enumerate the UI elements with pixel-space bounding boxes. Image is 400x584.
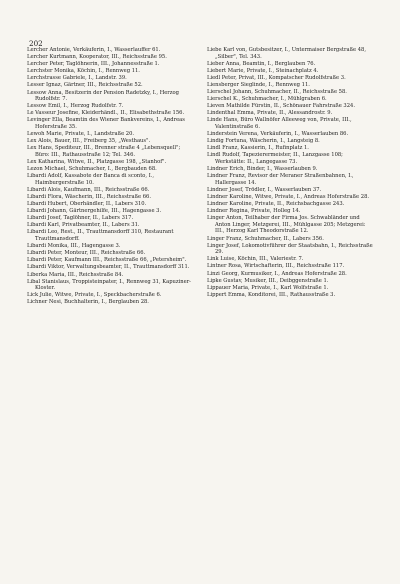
directory-entry: Lindenthal Emma, Private, II., Alessandrostr. 9. — [207, 110, 333, 117]
directory-entry: Lindl Franz, Kassierin, I., Rufinplatz 1. — [207, 145, 309, 152]
directory-entry: Lesser Ignaz, Gärtner, III., Reichsstraße 52. — [27, 82, 143, 89]
directory-entry: Lindner Regina, Private, Holleg 14. — [207, 208, 301, 215]
right-column — [207, 47, 373, 299]
directory-entry: Lipke Gustav, Musiker, III., Deibggenstraße 1. — [207, 277, 329, 284]
directory-entry: Linger Franz, Schuhmacher, II., Labers 356. — [207, 235, 324, 242]
directory-entry: Lindner Erich, Binder, I., Wasserlauben 9. — [207, 166, 318, 173]
directory-entry: Libardi Josef, Taglöhner, II., Labers 317. — [27, 215, 134, 222]
directory-entry: Lindner Karoline, Private, II., Reichsbachgasse 243. — [207, 201, 345, 208]
directory-entry: Lercher Antonie, Verkäuferin, I., Wasserlauffer 61. — [27, 47, 161, 53]
directory-entry: Le Vasseur Josefine, Kleiderhändl., II., Elisabethstraße 156. — [27, 110, 185, 117]
directory-entry: Lierschel K., Schuhmacher, I., Mühlgraben 6. — [207, 96, 327, 103]
page-number: 202 — [29, 39, 43, 48]
directory-entry: Liebert Marie, Private, I., Steinachplatz 4. — [207, 67, 319, 74]
directory-entry: Libardi Peter, Monteur, III., Reichsstraße 66. — [27, 250, 146, 257]
directory-entry: Libardi Peter, Kaufmann III., Reichsstraße 66, „Petersheim". — [27, 257, 187, 264]
directory-entry: Libardi Flora, Wäscherin, III., Reichsstraße 66. — [27, 193, 151, 200]
directory-entry: Lex Alois, Bauer, III., Freiberg 35, „Westhaus". — [27, 138, 151, 145]
directory-entry: Libardi Hubert, Oberhändler, II., Labers 310. — [27, 201, 147, 208]
directory-entry: Linzi Georg, Kurmusiker, I., Andreas Hoferstraße 28. — [207, 270, 347, 277]
directory-entry: Lindner Josef, Trödler, I., Wasserlauben 37. — [207, 186, 322, 193]
directory-entry: Lindner Karoline, Witwe, Private, I., Andreas Hoferstraße 28. — [207, 193, 370, 200]
directory-entry: Libardi Leo, Rest., II., Trauttmansdorff 310, Restaurant Trauttmansdorff. — [27, 229, 174, 243]
directory-entry: Lerchstrasse Gabriele, I., Landstr. 39. — [27, 75, 127, 82]
directory-entry: Lick Julie, Witwe, Private, I., Speckbacherstraße 6. — [27, 292, 162, 299]
directory-entry: Libal Stanislaus, Troppisteinpater, I., Rennweg 31, Kapuziner-Kloster. — [27, 278, 191, 292]
directory-entry: Libardi Viktor, Verwaltungsbeamter, II., Trauttmansdorff 311. — [27, 264, 190, 271]
directory-entry: Libardi Johann, Gärtnergehilfe, III., Hagengasse 3. — [27, 208, 162, 215]
directory-entry: Liebe Karl von, Gutsbesitzer, I., Untermaiser Bergstraße 48, „Silber", Tel. 343. — [207, 47, 367, 60]
directory-entry: Lex Katharina, Witwe, II., Platzgasse 198, „Stanhof". — [27, 159, 167, 165]
directory-entry: Lerchster Monika, Köchin, I., Rennweg 11. — [27, 68, 140, 75]
directory-entry: Linger Josef, Lokomotivführer der Staatsbahn, I., Reichsstraße 29. — [207, 242, 373, 256]
directory-entry: Libardi Monika, III., Hagengasse 3. — [27, 243, 121, 250]
directory-entry: Libardi Alois, Kaufmann, III., Reichsstraße 66. — [27, 186, 150, 193]
directory-entry: Lintner Rosa, Wirtschafterin, III., Reichsstraße 117. — [207, 263, 345, 270]
directory-entry: Lindl Rudolf, Tapezierermeister, II., Lanzgasse 108; Werkstätte: II., Langegasse 73. — [207, 152, 343, 165]
directory-entry: Liberka Maria, III., Reichsstraße 84. — [27, 271, 124, 278]
directory-entry: Lichner Nesi, Buchhalterin, I., Berglauben 28. — [27, 299, 149, 306]
directory-entry: Lieber Anna, Beamtin, I., Berglauben 76. — [207, 60, 316, 67]
directory-entry: Lieven Mathilde Fürstin, II., Schönauer Fahrstraße 324. — [207, 103, 355, 110]
directory-entry: Liedl Peter, Privat, III., Kompatscher Rudolfstraße 3. — [207, 74, 346, 81]
directory-entry: Liensberger Sieglinde, I., Rennweg 11. — [207, 81, 310, 88]
directory-entry: Lex Hans, Spediteur, III., Brenner straße 4 „Lebensquell"; Büro: III., Rathausstraße 12; Tel. 346. — [27, 145, 181, 158]
directory-entry: Linde Hans, Büro Wallnöfer Alleeweg von, Private, III., Valentinstraße 6. — [207, 117, 352, 131]
directory-entry: Lessow Anna, Besitzerin der Pension Radetzky, I., Herzog Rudolfstr. 7. — [27, 89, 179, 103]
directory-entry: Levinger Ella, Beamtin des Wiener Bankvereins, I., Andreas Hoferstraße 35. — [27, 117, 185, 131]
directory-entry: Linger Anton, Teilhaber der Firma Jos. Schwabländer und Anton Linger, Metzgerei, III., Mühlgasse 205; Metzgerei: III., Herzog Karl Theodorstraße 12. — [207, 215, 366, 235]
left-column — [27, 47, 193, 306]
directory-entry: Lierschel Johann, Schuhmacher, II., Reichsstraße 58. — [207, 89, 347, 96]
directory-entry: Link Luise, Köchin, III., Valeriestr. 7. — [207, 256, 304, 263]
directory-entry: Lindig Fortuna, Wäscherin, I., Langsteig 8. — [207, 138, 320, 145]
directory-entry: Lindner Franz, Revisor der Meraner Straßenbahnen, I., Hallergasse 14. — [207, 173, 354, 186]
directory-entry: Lezon Michael, Schuhmacher, I., Bergbauden 68. — [27, 166, 157, 173]
directory-entry: Libardi Karl, Privatbeamter, II., Labers 31. — [27, 222, 140, 229]
directory-entry: Lercher Kurtmann, Kooperator, III., Reichsstraße 95. — [27, 54, 167, 61]
directory-entry: Lessow Emil, I., Herzog Rudolfstr. 7. — [27, 103, 124, 110]
directory-entry: Lewoh Marie, Private, I., Landstraße 20. — [27, 131, 135, 138]
directory-entry: Libardi Adolf, Kassabote der Banca di sconto, I., Haimburgerstraße 10. — [27, 173, 155, 186]
directory-entry: Linderstein Verena, Verkäuferin, I., Wasserlauben 86. — [207, 131, 349, 138]
directory-entry: Lippauer Maria, Private, I., Karl Wolfstraße 1. — [207, 284, 329, 291]
directory-entry: Lippert Emma, Konditorei, III., Rathausstraße 3. — [207, 291, 336, 298]
directory-entry: Lercher Peter, Taglöhnerin, III., Johannesstraße 1. — [27, 61, 160, 68]
